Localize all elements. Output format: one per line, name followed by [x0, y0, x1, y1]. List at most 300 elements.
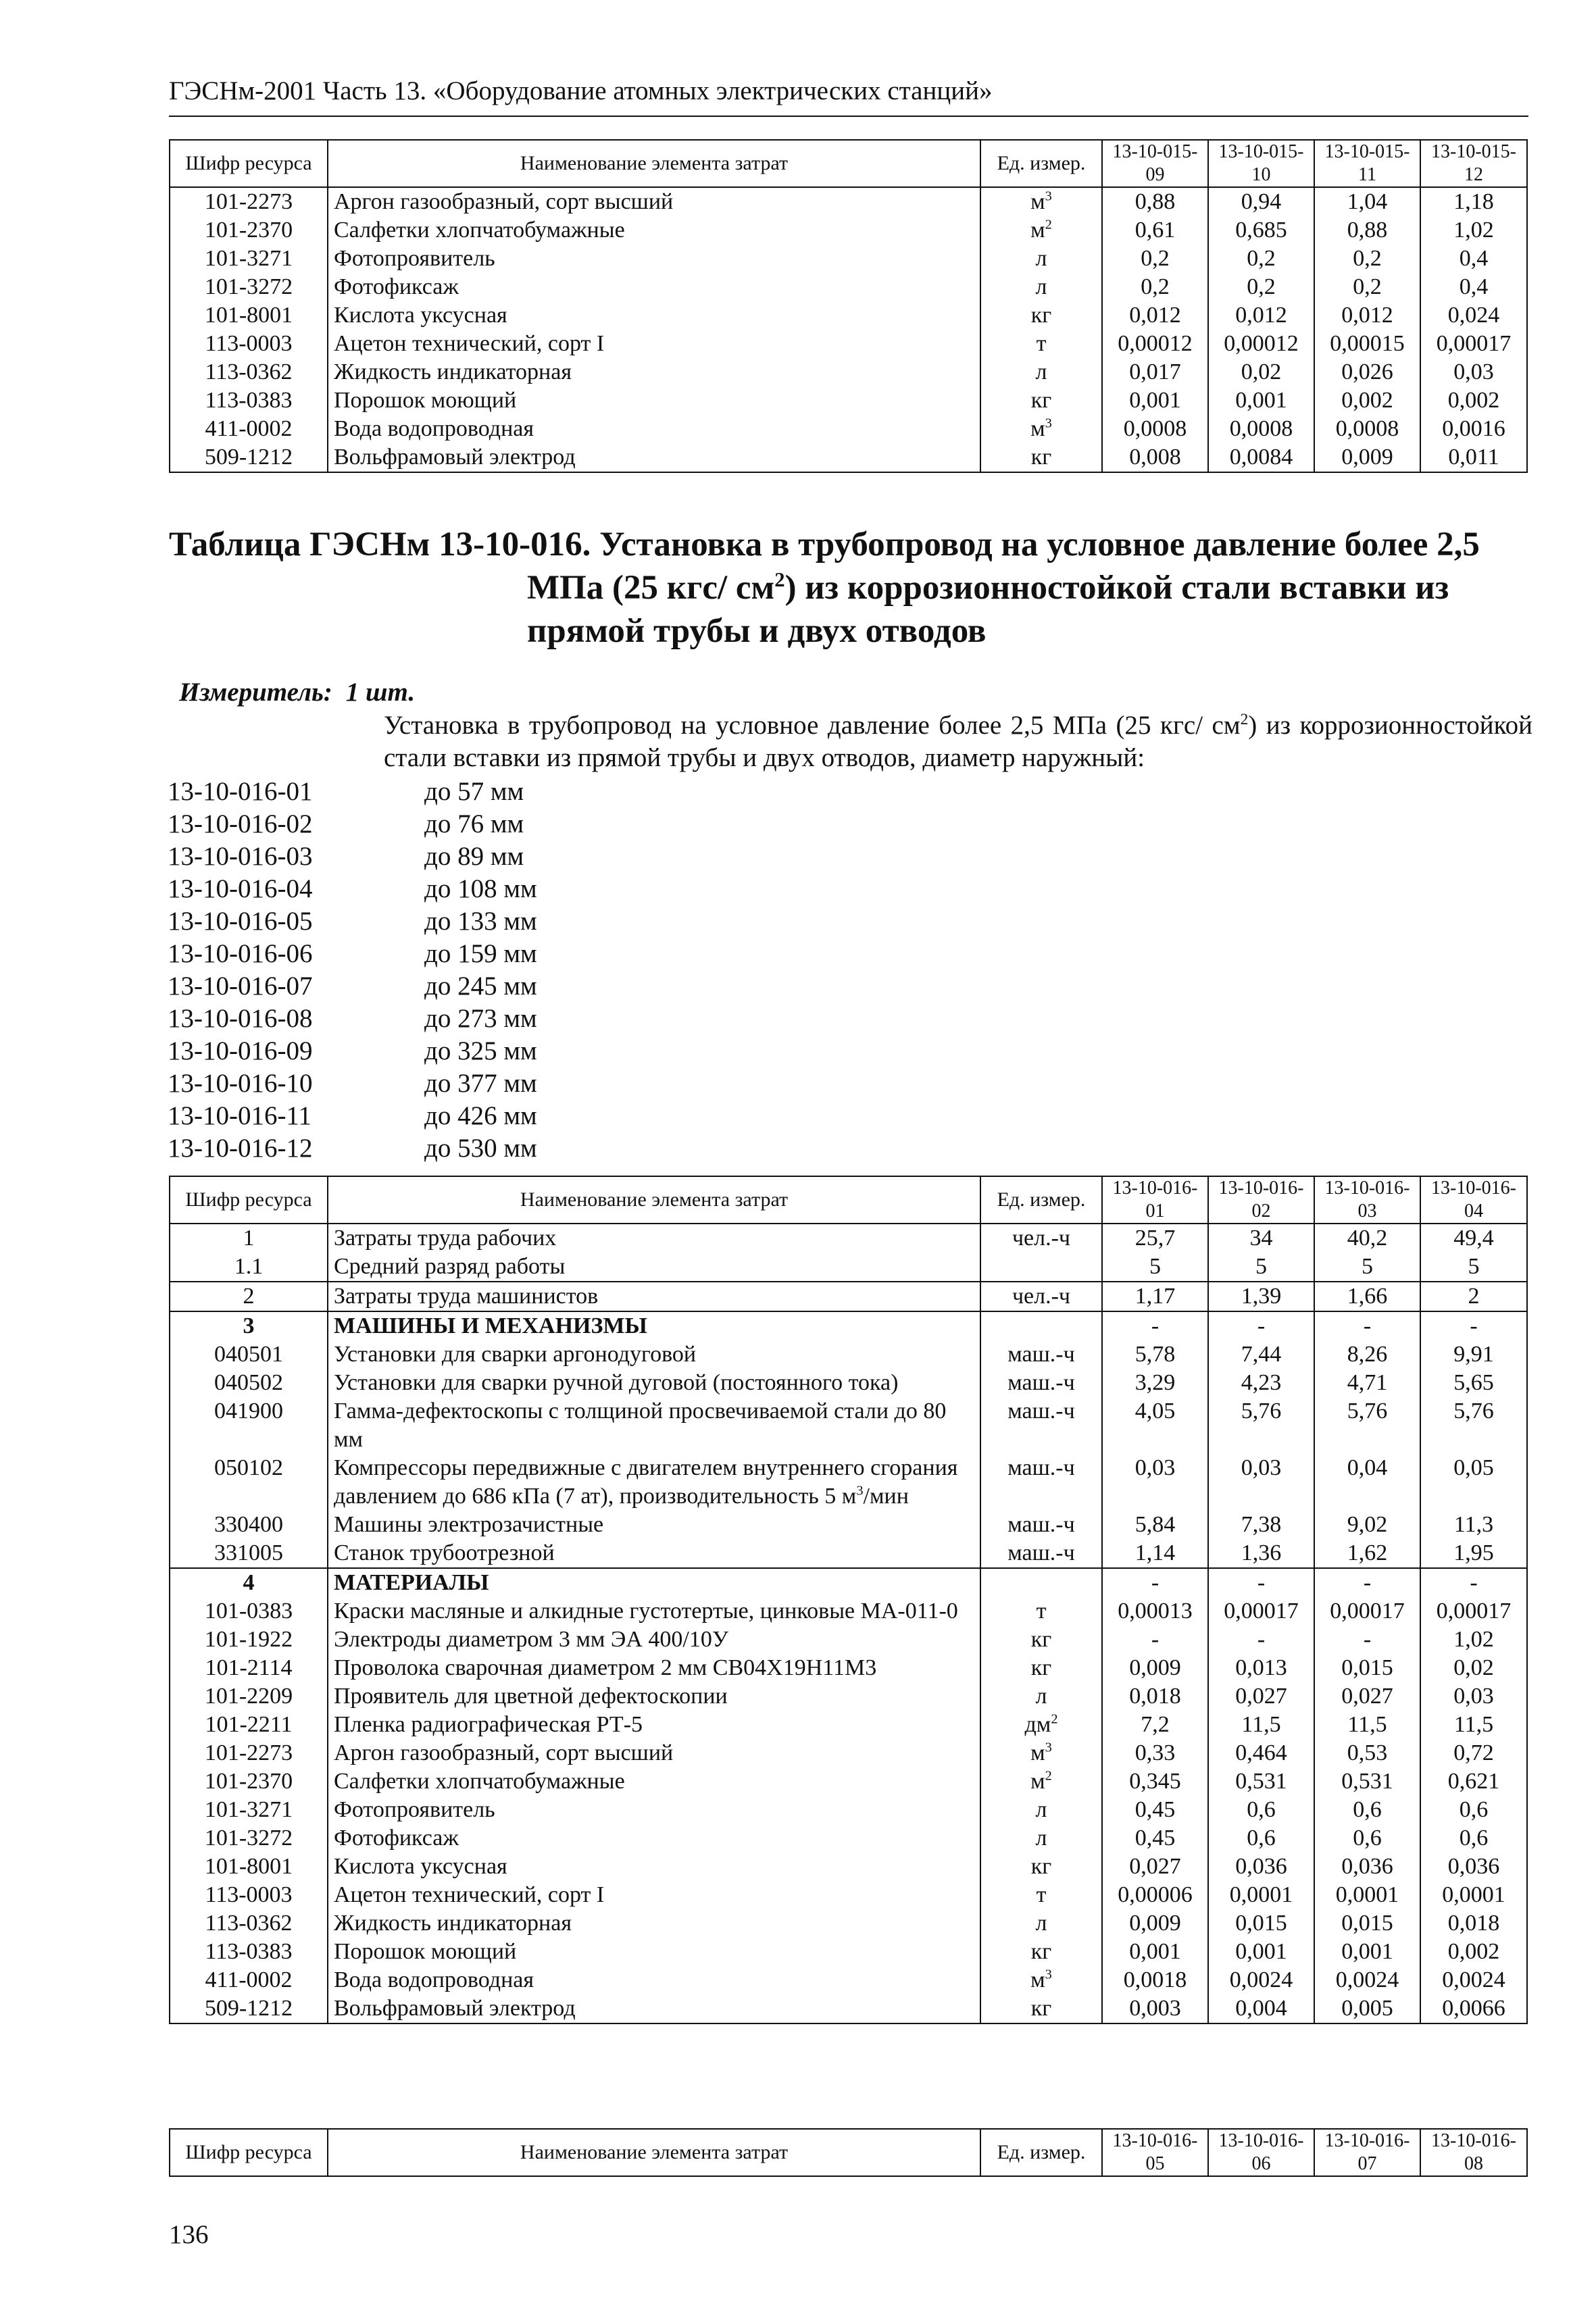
table-row: [170, 187, 1527, 216]
cell-value: 0,018: [1420, 1909, 1527, 1938]
col-header-name: Наименование элемента затрат: [328, 1176, 980, 1224]
cell-value: 0,04: [1314, 1454, 1420, 1511]
cell-value: 0,015: [1314, 1654, 1420, 1682]
col-header-norm: 13-10-015-09: [1102, 140, 1208, 187]
norm-code-item: [168, 840, 537, 873]
page-number: 136: [169, 2220, 209, 2249]
cell-unit: [980, 443, 1102, 472]
cell-value: 0,018: [1102, 1682, 1208, 1711]
table-row: [170, 1853, 1527, 1881]
cell-value: 5: [1314, 1253, 1420, 1282]
norm-code-item: [168, 808, 537, 840]
cell-name-text: Жидкость индикаторная: [334, 359, 572, 384]
cell-unit: [980, 415, 1102, 443]
cell-name: [328, 1654, 980, 1682]
cell-value: 1,02: [1420, 1626, 1527, 1654]
cell-unit-text: маш.-ч: [1007, 1342, 1075, 1367]
cell-name: [328, 1397, 980, 1454]
cell-unit-text: т: [1036, 1599, 1047, 1624]
cell-code: 101-0383: [170, 1597, 328, 1626]
cell-name-text: Вода водопроводная: [334, 1967, 534, 1992]
norm-code-item: [168, 970, 537, 1003]
cell-value: 0,6: [1314, 1796, 1420, 1824]
norm-code: 13-10-016-11: [168, 1101, 312, 1130]
cell-unit-text: маш.-ч: [1007, 1540, 1075, 1565]
cell-name: [328, 1311, 980, 1340]
cell-value: 1,18: [1420, 187, 1527, 216]
cell-unit: [980, 1881, 1102, 1909]
cell-name: [328, 358, 980, 386]
cell-unit-text: л: [1035, 274, 1047, 299]
norm-diameter: до 245 мм: [424, 972, 537, 1001]
cell-value: 0,4: [1420, 245, 1527, 273]
cell-name-text: Фотопроявитель: [334, 1797, 495, 1822]
resource-table-016-continued: [169, 2128, 1528, 2177]
cell-value: 8,26: [1314, 1340, 1420, 1369]
cell-name: [328, 1796, 980, 1824]
table-row: [170, 1253, 1527, 1282]
table-row: [170, 1311, 1527, 1340]
cell-value: 5: [1102, 1253, 1208, 1282]
cell-name-text: Фотофиксаж: [334, 1826, 459, 1851]
cell-unit: [980, 386, 1102, 415]
cell-name: [328, 187, 980, 216]
cell-value: 1,66: [1314, 1282, 1420, 1311]
cell-value: 0,00017: [1314, 1597, 1420, 1626]
col-header-name: Наименование элемента затрат: [328, 140, 980, 187]
cell-unit-text: л: [1035, 1911, 1047, 1936]
col-header-norm: 13-10-016-08: [1420, 2129, 1527, 2176]
cell-unit: [980, 216, 1102, 245]
cell-code: 113-0362: [170, 358, 328, 386]
cell-name-text: Электроды диаметром 3 мм ЭА 400/10У: [334, 1627, 728, 1652]
cell-unit: [980, 1224, 1102, 1253]
col-header-norm: 13-10-016-07: [1314, 2129, 1420, 2176]
cell-code: 101-2273: [170, 187, 328, 216]
cell-unit: [980, 1511, 1102, 1539]
cell-name: [328, 1711, 980, 1739]
cell-value: 0,2: [1314, 273, 1420, 301]
cell-value: 0,72: [1420, 1739, 1527, 1767]
cell-value: 11,5: [1314, 1711, 1420, 1739]
cell-value: 1,17: [1102, 1282, 1208, 1311]
col-header-unit: Ед. измер.: [980, 2129, 1102, 2176]
cell-value: 0,464: [1208, 1739, 1314, 1767]
cell-value: 0,53: [1314, 1739, 1420, 1767]
cell-value: 0,0024: [1420, 1966, 1527, 1994]
cell-value: 1,39: [1208, 1282, 1314, 1311]
cell-unit: [980, 1909, 1102, 1938]
cell-unit-text: м: [1030, 189, 1045, 214]
cell-value: 4,71: [1314, 1369, 1420, 1397]
cell-unit-sup: 3: [1045, 1967, 1052, 1982]
cell-name: [328, 301, 980, 330]
table-row: [170, 1739, 1527, 1767]
cell-value: -: [1314, 1311, 1420, 1340]
cell-name: [328, 216, 980, 245]
col-header-code: Шифр ресурса: [170, 140, 328, 187]
cell-unit-text: м: [1030, 1740, 1045, 1765]
cell-value: 0,2: [1102, 245, 1208, 273]
cell-value: 9,91: [1420, 1340, 1527, 1369]
table-row: [170, 1824, 1527, 1853]
cell-value: 0,45: [1102, 1824, 1208, 1853]
cell-value: 0,621: [1420, 1767, 1527, 1796]
cell-code: 113-0383: [170, 386, 328, 415]
cell-name-text: Станок трубоотрезной: [334, 1540, 555, 1565]
norm-diameter: до 325 мм: [424, 1036, 537, 1065]
cell-value: -: [1314, 1568, 1420, 1597]
table-row: [170, 415, 1527, 443]
cell-value: 0,036: [1208, 1853, 1314, 1881]
table-row: [170, 443, 1527, 472]
cell-value: 0,012: [1314, 301, 1420, 330]
table-row: [170, 1626, 1527, 1654]
cell-value: 4,23: [1208, 1369, 1314, 1397]
cell-unit: [980, 1796, 1102, 1824]
cell-name-text: Пленка радиографическая РТ-5: [334, 1712, 643, 1737]
cell-name: [328, 1539, 980, 1568]
cell-value: 0,001: [1102, 1938, 1208, 1966]
cell-value: 0,00012: [1102, 330, 1208, 358]
table-row: [170, 1454, 1527, 1511]
cell-name-text: МАТЕРИАЛЫ: [334, 1570, 489, 1595]
cell-code: 3: [170, 1311, 328, 1340]
cell-value: 5,76: [1314, 1397, 1420, 1454]
cell-value: 0,6: [1420, 1824, 1527, 1853]
cell-value: 0,00006: [1102, 1881, 1208, 1909]
cell-value: 0,03: [1102, 1454, 1208, 1511]
cell-unit-sup: 3: [1045, 188, 1052, 204]
cell-name: [328, 1682, 980, 1711]
cell-unit-text: м: [1030, 1769, 1045, 1794]
cell-name-text: Кислота уксусная: [334, 303, 507, 328]
cell-value: 0,03: [1420, 1682, 1527, 1711]
cell-value: -: [1420, 1311, 1527, 1340]
cell-unit: [980, 301, 1102, 330]
cell-unit-text: м: [1030, 218, 1045, 243]
cell-unit-text: л: [1035, 1826, 1047, 1851]
cell-name: [328, 1966, 980, 1994]
cell-value: 0,0084: [1208, 443, 1314, 472]
cell-value: -: [1208, 1568, 1314, 1597]
cell-name: [328, 1454, 980, 1511]
resource-table-015: [169, 139, 1528, 473]
table-title: [169, 523, 1520, 653]
cell-value: 0,0008: [1208, 415, 1314, 443]
cell-unit: [980, 187, 1102, 216]
cell-name: [328, 1253, 980, 1282]
col-header-norm: 13-10-016-01: [1102, 1176, 1208, 1224]
cell-unit-text: маш.-ч: [1007, 1455, 1075, 1480]
cell-value: 0,0018: [1102, 1966, 1208, 1994]
table-row: [170, 1397, 1527, 1454]
cell-code: 1.1: [170, 1253, 328, 1282]
cell-code: 331005: [170, 1539, 328, 1568]
col-header-code: Шифр ресурса: [170, 2129, 328, 2176]
cell-name-text: Компрессоры передвижные с двигателем внутреннего сгорания давлением до 686 кПа (7 ат), производительность 5 м: [334, 1455, 958, 1509]
norm-code: 13-10-016-02: [168, 809, 313, 838]
col-header-norm: 13-10-016-06: [1208, 2129, 1314, 2176]
cell-value: 0,003: [1102, 1994, 1208, 2023]
cell-unit-text: дм: [1024, 1712, 1051, 1737]
cell-unit-text: м: [1030, 1967, 1045, 1992]
cell-value: 0,0024: [1314, 1966, 1420, 1994]
cell-unit-text: т: [1036, 331, 1047, 356]
measure: [179, 677, 415, 707]
cell-value: 0,0001: [1420, 1881, 1527, 1909]
cell-value: 0,0066: [1420, 1994, 1527, 2023]
cell-value: 0,45: [1102, 1796, 1208, 1824]
col-header-name: Наименование элемента затрат: [328, 2129, 980, 2176]
cell-name: [328, 1767, 980, 1796]
cell-code: 2: [170, 1282, 328, 1311]
cell-unit-sup: 3: [1045, 1740, 1052, 1755]
cell-value: 40,2: [1314, 1224, 1420, 1253]
norm-code-item: [168, 1100, 537, 1132]
cell-unit: [980, 1568, 1102, 1597]
table-row: [170, 1966, 1527, 1994]
cell-value: 0,2: [1314, 245, 1420, 273]
cell-value: 0,009: [1102, 1654, 1208, 1682]
cell-name-text: Вольфрамовый электрод: [334, 1996, 576, 2021]
cell-name-text: Фотопроявитель: [334, 246, 495, 271]
cell-value: 0,00017: [1208, 1597, 1314, 1626]
norm-code-list: [168, 776, 537, 1165]
description-b: ) из коррозионностойкой стали вставки из прямой трубы и двух отводов, диаметр наружный:: [384, 711, 1532, 772]
cell-name-text: Ацетон технический, сорт I: [334, 331, 605, 356]
cell-unit-text: кг: [1030, 1996, 1052, 2021]
cell-value: 2: [1420, 1282, 1527, 1311]
cell-name: [328, 273, 980, 301]
cell-value: 0,4: [1420, 273, 1527, 301]
table-row: [170, 386, 1527, 415]
cell-value: 0,00012: [1208, 330, 1314, 358]
cell-value: 5,65: [1420, 1369, 1527, 1397]
cell-name: [328, 330, 980, 358]
norm-code-item: [168, 905, 537, 938]
cell-name-text: Порошок моющий: [334, 1939, 517, 1964]
cell-value: 0,0008: [1102, 415, 1208, 443]
table-title-line2b: ) из коррозионностойкой стали вставки из: [784, 569, 1449, 607]
cell-value: -: [1102, 1311, 1208, 1340]
cell-value: 0,00017: [1420, 330, 1527, 358]
cell-code: 040502: [170, 1369, 328, 1397]
norm-diameter: до 108 мм: [424, 874, 537, 903]
cell-value: 0,011: [1420, 443, 1527, 472]
cell-code: 509-1212: [170, 443, 328, 472]
cell-name-text: Аргон газообразный, сорт высший: [334, 1740, 674, 1765]
cell-value: 7,2: [1102, 1711, 1208, 1739]
cell-unit: [980, 1311, 1102, 1340]
cell-unit-text: кг: [1030, 1655, 1052, 1680]
norm-code-item: [168, 776, 537, 808]
cell-value: 5,76: [1420, 1397, 1527, 1454]
cell-name: [328, 1739, 980, 1767]
cell-unit: [980, 1966, 1102, 1994]
cell-value: 9,02: [1314, 1511, 1420, 1539]
cell-name: [328, 386, 980, 415]
cell-value: 11,5: [1420, 1711, 1527, 1739]
cell-name: [328, 1597, 980, 1626]
cell-name: [328, 1511, 980, 1539]
table-row: [170, 1340, 1527, 1369]
cell-value: 0,00015: [1314, 330, 1420, 358]
cell-unit: [980, 1282, 1102, 1311]
table-row: [170, 1369, 1527, 1397]
cell-value: 11,5: [1208, 1711, 1314, 1739]
cell-value: 0,6: [1208, 1796, 1314, 1824]
cell-value: 0,88: [1314, 216, 1420, 245]
cell-value: -: [1314, 1626, 1420, 1654]
cell-name-text: Вольфрамовый электрод: [334, 445, 576, 470]
table-row: [170, 1682, 1527, 1711]
cell-unit-text: кг: [1030, 1627, 1052, 1652]
cell-value: 34: [1208, 1224, 1314, 1253]
norm-code-item: [168, 1035, 537, 1067]
cell-value: 5,76: [1208, 1397, 1314, 1454]
cell-value: 0,94: [1208, 187, 1314, 216]
cell-name: [328, 1568, 980, 1597]
norm-code: 13-10-016-06: [168, 939, 313, 968]
cell-unit-text: м: [1030, 416, 1045, 441]
cell-unit-sup: 2: [1051, 1711, 1058, 1727]
cell-name-text: Установки для сварки аргонодуговой: [334, 1342, 697, 1367]
cell-code: 101-2114: [170, 1654, 328, 1682]
cell-value: 0,02: [1208, 358, 1314, 386]
cell-value: 0,002: [1420, 1938, 1527, 1966]
norm-code: 13-10-016-09: [168, 1036, 313, 1065]
cell-value: 49,4: [1420, 1224, 1527, 1253]
cell-unit-sup: 2: [1045, 1768, 1052, 1784]
cell-unit: [980, 330, 1102, 358]
cell-name-text: Гамма-дефектоскопы с толщиной просвечиваемой стали до 80 мм: [334, 1399, 947, 1452]
col-header-unit: Ед. измер.: [980, 1176, 1102, 1224]
table-row: [170, 1994, 1527, 2023]
norm-diameter: до 273 мм: [424, 1004, 537, 1033]
col-header-norm: 13-10-015-12: [1420, 140, 1527, 187]
cell-value: 0,88: [1102, 187, 1208, 216]
norm-code: 13-10-016-04: [168, 874, 313, 903]
cell-code: 101-8001: [170, 1853, 328, 1881]
cell-value: 0,6: [1314, 1824, 1420, 1853]
cell-name: [328, 1853, 980, 1881]
cell-unit-text: маш.-ч: [1007, 1512, 1075, 1537]
norm-diameter: до 57 мм: [424, 777, 524, 806]
table-row: [170, 1767, 1527, 1796]
table-label: Таблица ГЭСНм 13-10-016.: [169, 526, 591, 563]
cell-value: 5: [1208, 1253, 1314, 1282]
cell-code: 113-0003: [170, 1881, 328, 1909]
cell-unit: [980, 1994, 1102, 2023]
cell-value: 0,61: [1102, 216, 1208, 245]
cell-value: 5,78: [1102, 1340, 1208, 1369]
norm-diameter: до 377 мм: [424, 1069, 537, 1098]
cell-value: 0,03: [1208, 1454, 1314, 1511]
measure-value: 1 шт.: [345, 678, 416, 707]
table-title-line1: Установка в трубопровод на условное давление более 2,5: [599, 526, 1480, 563]
cell-name-text: Ацетон технический, сорт I: [334, 1882, 605, 1907]
table-title-line2a: МПа (25 кгс/ см: [527, 569, 775, 607]
cell-name-text: Проявитель для цветной дефектоскопии: [334, 1684, 728, 1709]
cell-value: 0,0001: [1314, 1881, 1420, 1909]
cell-unit: [980, 1654, 1102, 1682]
cell-value: 0,015: [1314, 1909, 1420, 1938]
cell-name: [328, 1340, 980, 1369]
cell-value: 5: [1420, 1253, 1527, 1282]
cell-value: -: [1102, 1568, 1208, 1597]
norm-code: 13-10-016-07: [168, 972, 313, 1001]
cell-code: 101-2209: [170, 1682, 328, 1711]
cell-value: 0,531: [1314, 1767, 1420, 1796]
cell-code: 113-0003: [170, 330, 328, 358]
cell-name: [328, 1994, 980, 2023]
cell-code: 101-3272: [170, 273, 328, 301]
cell-value: 4,05: [1102, 1397, 1208, 1454]
cell-value: 0,012: [1208, 301, 1314, 330]
cell-name-text: Машины электрозачистные: [334, 1512, 604, 1537]
table-row: [170, 330, 1527, 358]
cell-value: -: [1102, 1626, 1208, 1654]
cell-unit: [980, 1767, 1102, 1796]
cell-name-text: Проволока сварочная диаметром 2 мм СВ04Х19Н11М3: [334, 1655, 877, 1680]
cell-name-text: Вода водопроводная: [334, 416, 534, 441]
cell-name-text: МАШИНЫ И МЕХАНИЗМЫ: [334, 1313, 647, 1338]
norm-diameter: до 426 мм: [424, 1101, 537, 1130]
cell-code: 411-0002: [170, 415, 328, 443]
norm-code-item: [168, 1132, 537, 1165]
cell-code: 101-3271: [170, 245, 328, 273]
cell-code: 330400: [170, 1511, 328, 1539]
cell-value: 0,2: [1208, 273, 1314, 301]
cell-unit: [980, 1340, 1102, 1369]
cell-value: 0,001: [1208, 386, 1314, 415]
cell-value: 7,38: [1208, 1511, 1314, 1539]
cell-value: 0,001: [1208, 1938, 1314, 1966]
cell-value: 1,14: [1102, 1539, 1208, 1568]
cell-value: 0,036: [1420, 1853, 1527, 1881]
col-header-norm: 13-10-016-02: [1208, 1176, 1314, 1224]
norm-diameter: до 89 мм: [424, 842, 524, 871]
cell-code: 113-0383: [170, 1938, 328, 1966]
cell-name-text: Жидкость индикаторная: [334, 1911, 572, 1936]
cell-value: 1,62: [1314, 1539, 1420, 1568]
cell-value: 1,95: [1420, 1539, 1527, 1568]
cell-name: [328, 1909, 980, 1938]
cell-value: 7,44: [1208, 1340, 1314, 1369]
table-row: [170, 245, 1527, 273]
cell-value: 0,00013: [1102, 1597, 1208, 1626]
table-row: [170, 1511, 1527, 1539]
norm-code: 13-10-016-08: [168, 1004, 313, 1033]
cell-value: 0,6: [1208, 1824, 1314, 1853]
cell-value: 0,03: [1420, 358, 1527, 386]
cell-code: 101-2211: [170, 1711, 328, 1739]
cell-code: 101-8001: [170, 301, 328, 330]
table-row: [170, 1938, 1527, 1966]
cell-value: 0,531: [1208, 1767, 1314, 1796]
cell-value: 0,0016: [1420, 415, 1527, 443]
cell-name: [328, 1881, 980, 1909]
cell-value: 5,84: [1102, 1511, 1208, 1539]
table-row: [170, 1654, 1527, 1682]
table-row: [170, 273, 1527, 301]
cell-value: 0,027: [1314, 1682, 1420, 1711]
table-row: [170, 1539, 1527, 1568]
cell-code: 101-2273: [170, 1739, 328, 1767]
norm-code-item: [168, 938, 537, 970]
cell-value: 0,036: [1314, 1853, 1420, 1881]
